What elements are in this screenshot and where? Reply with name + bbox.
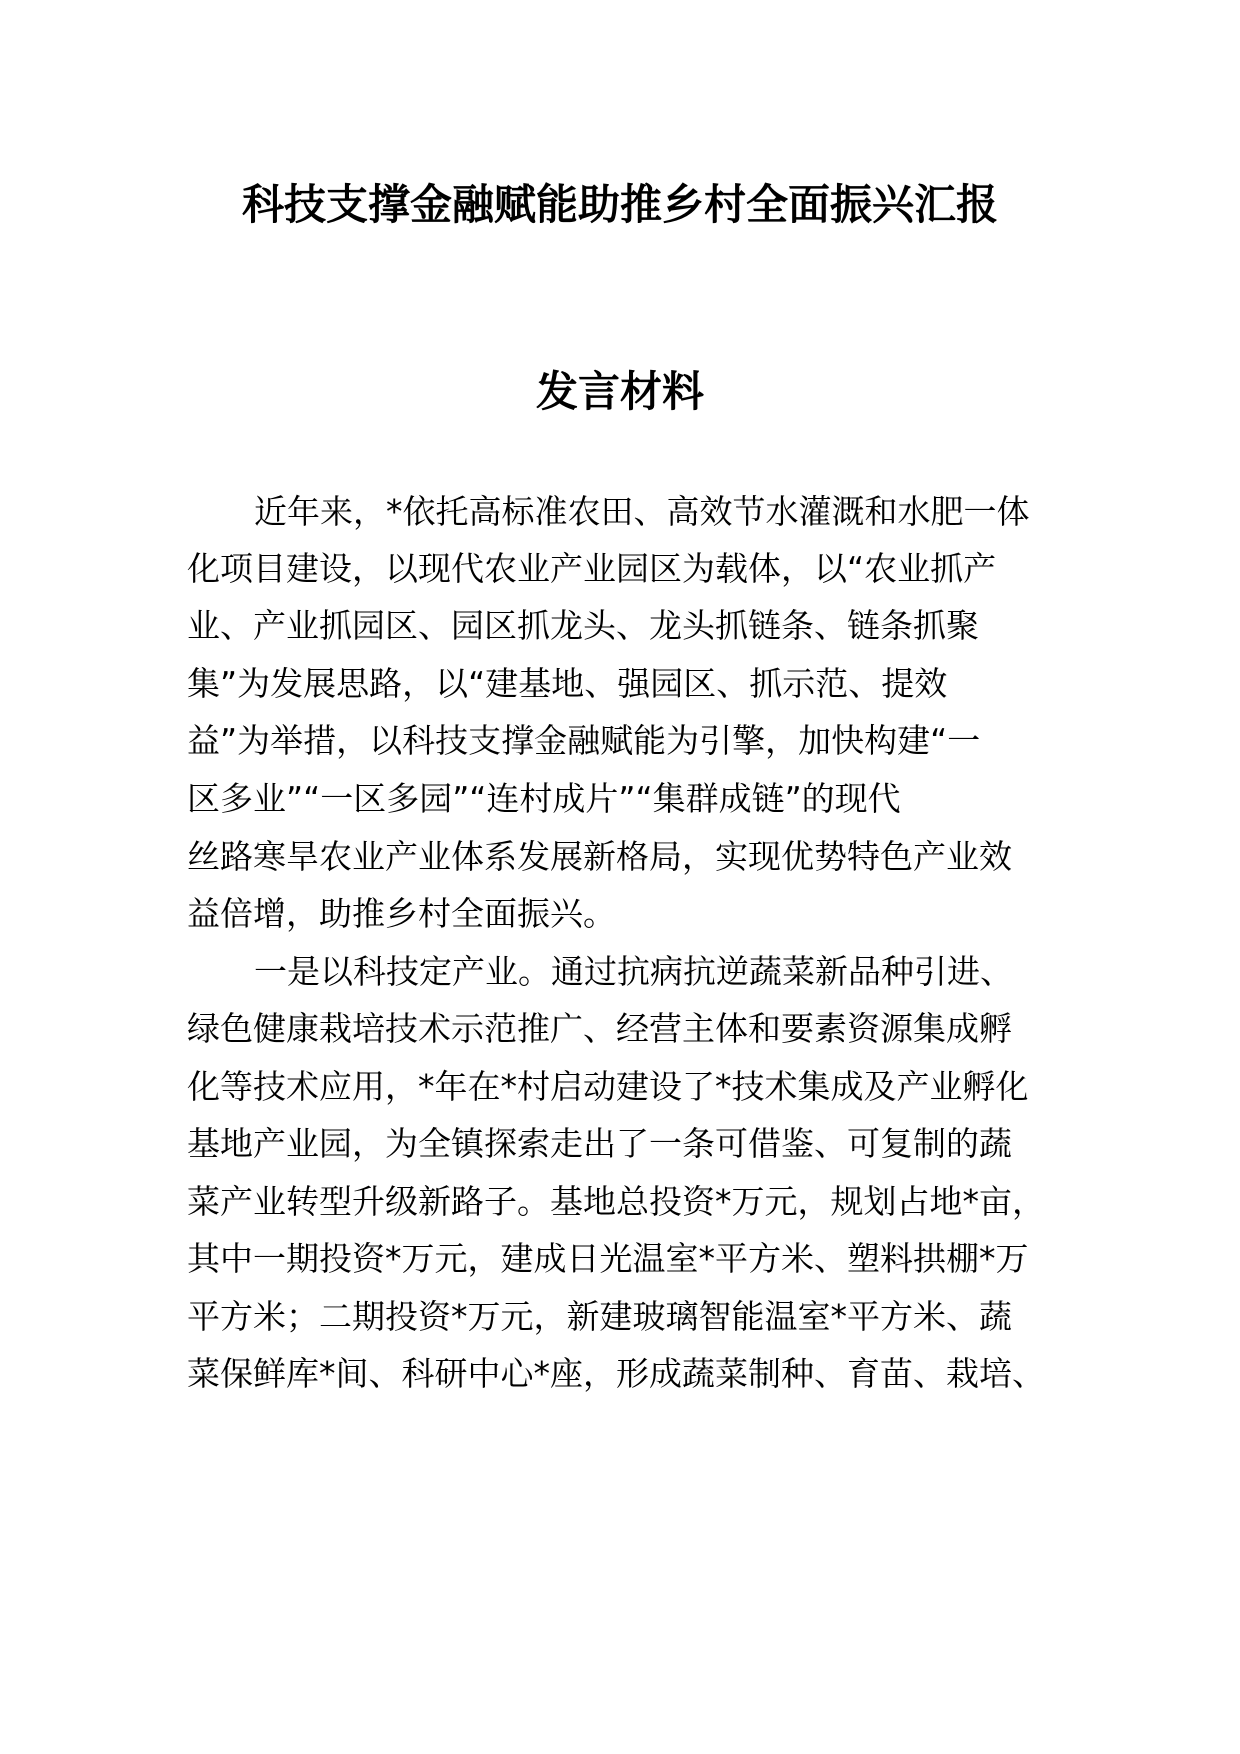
document-title-line-1: 科技支撑金融赋能助推乡村全面振兴汇报	[241, 180, 998, 229]
paragraph-2-line-4: 基地产业园，为全镇探索走出了一条可借鉴、可复制的蔬	[187, 1124, 1012, 1163]
paragraph-1-line-5: 益”为举措，以科技支撑金融赋能为引擎，加快构建“一	[187, 721, 981, 760]
paragraph-2-line-5: 菜产业转型升级新路子。基地总投资*万元，规划占地*亩，	[187, 1182, 1045, 1221]
paragraph-2-line-7: 平方米；二期投资*万元，新建玻璃智能温室*平方米、蔬	[187, 1297, 1012, 1336]
paragraph-2-line-6: 其中一期投资*万元，建成日光温室*平方米、塑料拱棚*万	[187, 1239, 1029, 1278]
paragraph-2-line-3: 化等技术应用，*年在*村启动建设了*技术集成及产业孵化	[187, 1067, 1029, 1106]
paragraph-2-line-2: 绿色健康栽培技术示范推广、经营主体和要素资源集成孵	[187, 1009, 1012, 1048]
paragraph-1-line-4: 集”为发展思路，以“建基地、强园区、抓示范、提效	[187, 664, 948, 703]
paragraph-1-line-6: 区多业”“一区多园”“连村成片”“集群成链”的现代	[187, 779, 901, 818]
paragraph-1-line-2: 化项目建设，以现代农业产业园区为载体，以“农业抓产	[187, 549, 997, 588]
document-title-line-2: 发言材料	[535, 367, 704, 416]
paragraph-1-line-8: 益倍增，助推乡村全面振兴。	[187, 894, 616, 933]
paragraph-1-line-1: 近年来，*依托高标准农田、高效节水灌溉和水肥一体	[254, 492, 1030, 531]
paragraph-1-line-3: 业、产业抓园区、园区抓龙头、龙头抓链条、链条抓聚	[187, 606, 979, 645]
paragraph-2-line-8: 菜保鲜库*间、科研中心*座，形成蔬菜制种、育苗、栽培、	[187, 1354, 1045, 1393]
paragraph-2-line-1: 一是以科技定产业。通过抗病抗逆蔬菜新品种引进、	[254, 952, 1013, 991]
paragraph-1-line-7: 丝路寒旱农业产业体系发展新格局，实现优势特色产业效	[187, 837, 1012, 876]
